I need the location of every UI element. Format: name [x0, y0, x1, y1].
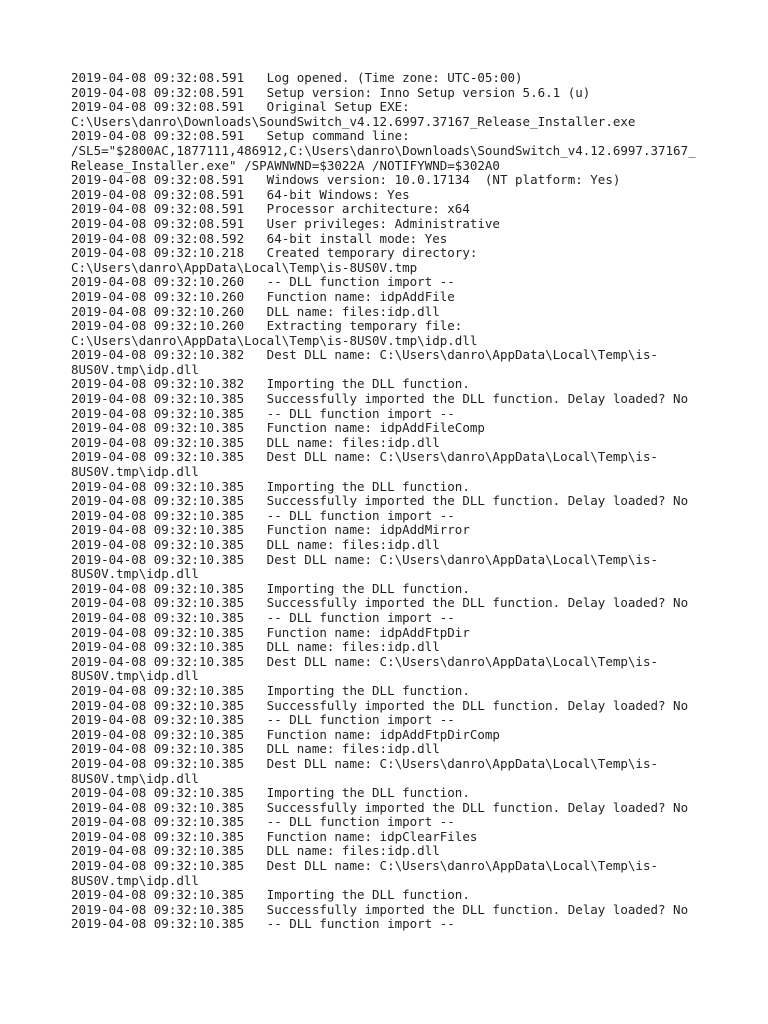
- setup-log-text: [71, 71, 711, 932]
- log-line: 2019-04-08 09:32:10.385 Dest DLL name: C:\Users\danro\AppData\Local\Temp\is-: [71, 551, 658, 567]
- log-line: 2019-04-08 09:32:10.385 Successfully imported the DLL function. Delay loaded? No: [71, 697, 689, 713]
- log-line: 2019-04-08 09:32:10.385 Dest DLL name: C:\Users\danro\AppData\Local\Temp\is-: [71, 858, 658, 874]
- log-line: 2019-04-08 09:32:10.260 -- DLL function import --: [71, 274, 455, 290]
- log-line: 2019-04-08 09:32:08.591 64-bit Windows: Yes: [71, 186, 410, 202]
- log-line: 2019-04-08 09:32:08.591 Setup version: Inno Setup version 5.6.1 (u): [71, 84, 591, 100]
- log-line: 2019-04-08 09:32:10.382 Dest DLL name: C:\Users\danro\AppData\Local\Temp\is-: [71, 347, 658, 363]
- log-line: 8US0V.tmp\idp.dll: [71, 566, 199, 582]
- log-line: 2019-04-08 09:32:10.385 -- DLL function import --: [71, 916, 455, 932]
- log-line: Release_Installer.exe" /SPAWNWND=$3022A /NOTIFYWND=$302A0: [71, 157, 500, 173]
- log-line: C:\Users\danro\AppData\Local\Temp\is-8US0V.tmp: [71, 259, 418, 275]
- log-line: /SL5="$2800AC,1877111,486912,C:\Users\danro\Downloads\SoundSwitch_v4.12.6997.37167_: [71, 142, 696, 158]
- log-line: 2019-04-08 09:32:10.385 Importing the DLL function.: [71, 580, 470, 596]
- log-line: 8US0V.tmp\idp.dll: [71, 361, 199, 377]
- log-line: 2019-04-08 09:32:10.385 DLL name: files:idp.dll: [71, 537, 440, 552]
- log-line: 2019-04-08 09:32:10.385 DLL name: files:idp.dll: [71, 741, 440, 757]
- log-line: 2019-04-08 09:32:10.385 Importing the DLL function.: [71, 785, 470, 801]
- log-line: 2019-04-08 09:32:08.591 User privileges: Administrative: [71, 215, 500, 231]
- log-line: 2019-04-08 09:32:10.385 Successfully imported the DLL function. Delay loaded? No: [71, 493, 689, 509]
- log-line: 2019-04-08 09:32:10.385 Successfully imported the DLL function. Delay loaded? No: [71, 595, 689, 611]
- log-line: 2019-04-08 09:32:10.385 -- DLL function import --: [71, 507, 455, 523]
- log-line: 2019-04-08 09:32:08.591 Log opened. (Time zone: UTC-05:00): [71, 70, 523, 85]
- log-line: 2019-04-08 09:32:10.385 Function name: idpClearFiles: [71, 828, 478, 844]
- log-line: 2019-04-08 09:32:10.385 -- DLL function import --: [71, 712, 455, 728]
- log-line: 2019-04-08 09:32:10.385 Function name: idpAddFtpDirComp: [71, 726, 500, 742]
- log-line: 2019-04-08 09:32:08.591 Processor architecture: x64: [71, 201, 470, 217]
- log-line: 2019-04-08 09:32:10.385 Dest DLL name: C:\Users\danro\AppData\Local\Temp\is-: [71, 653, 658, 669]
- log-line: 2019-04-08 09:32:10.385 Importing the DLL function.: [71, 887, 470, 903]
- log-line: 2019-04-08 09:32:10.260 Function name: idpAddFile: [71, 288, 455, 304]
- log-line: 2019-04-08 09:32:10.260 DLL name: files:idp.dll: [71, 303, 440, 319]
- log-line: 2019-04-08 09:32:10.218 Created temporary directory:: [71, 245, 478, 261]
- log-line: 2019-04-08 09:32:10.385 Function name: idpAddMirror: [71, 522, 470, 538]
- log-line: 2019-04-08 09:32:10.385 -- DLL function import --: [71, 405, 455, 421]
- log-line: 2019-04-08 09:32:10.385 Successfully imported the DLL function. Delay loaded? No: [71, 799, 689, 815]
- log-line: 2019-04-08 09:32:10.385 Importing the DLL function.: [71, 682, 470, 698]
- log-line: 2019-04-08 09:32:10.385 Dest DLL name: C:\Users\danro\AppData\Local\Temp\is-: [71, 755, 658, 771]
- log-line: 8US0V.tmp\idp.dll: [71, 872, 199, 888]
- log-line: 2019-04-08 09:32:10.260 Extracting temporary file:: [71, 318, 463, 334]
- log-line: 2019-04-08 09:32:10.385 DLL name: files:idp.dll: [71, 639, 440, 655]
- log-line: 8US0V.tmp\idp.dll: [71, 770, 199, 786]
- log-line: 2019-04-08 09:32:10.385 DLL name: files:idp.dll: [71, 434, 440, 450]
- log-line: 2019-04-08 09:32:10.385 DLL name: files:idp.dll: [71, 843, 440, 859]
- log-line: 2019-04-08 09:32:08.592 64-bit install mode: Yes: [71, 230, 448, 246]
- log-line: 8US0V.tmp\idp.dll: [71, 464, 199, 480]
- log-line: 2019-04-08 09:32:10.385 -- DLL function import --: [71, 814, 455, 830]
- log-line: 2019-04-08 09:32:08.591 Setup command line:: [71, 128, 410, 144]
- log-line: 2019-04-08 09:32:10.382 Importing the DLL function.: [71, 376, 470, 392]
- log-line: 2019-04-08 09:32:10.385 Successfully imported the DLL function. Delay loaded? No: [71, 901, 689, 917]
- log-line: 2019-04-08 09:32:10.385 -- DLL function import --: [71, 609, 455, 625]
- log-line: C:\Users\danro\AppData\Local\Temp\is-8US0V.tmp\idp.dll: [71, 332, 478, 348]
- log-line: 2019-04-08 09:32:10.385 Dest DLL name: C:\Users\danro\AppData\Local\Temp\is-: [71, 449, 658, 465]
- log-line: 2019-04-08 09:32:10.385 Function name: idpAddFtpDir: [71, 624, 470, 640]
- log-line: 8US0V.tmp\idp.dll: [71, 668, 199, 684]
- log-line: 2019-04-08 09:32:10.385 Importing the DLL function.: [71, 478, 470, 494]
- log-line: 2019-04-08 09:32:08.591 Original Setup EXE:: [71, 99, 410, 115]
- log-line: 2019-04-08 09:32:08.591 Windows version: 10.0.17134 (NT platform: Yes): [71, 172, 621, 188]
- log-line: C:\Users\danro\Downloads\SoundSwitch_v4.12.6997.37167_Release_Installer.exe: [71, 113, 636, 129]
- log-line: 2019-04-08 09:32:10.385 Function name: idpAddFileComp: [71, 420, 485, 436]
- log-line: 2019-04-08 09:32:10.385 Successfully imported the DLL function. Delay loaded? No: [71, 391, 689, 407]
